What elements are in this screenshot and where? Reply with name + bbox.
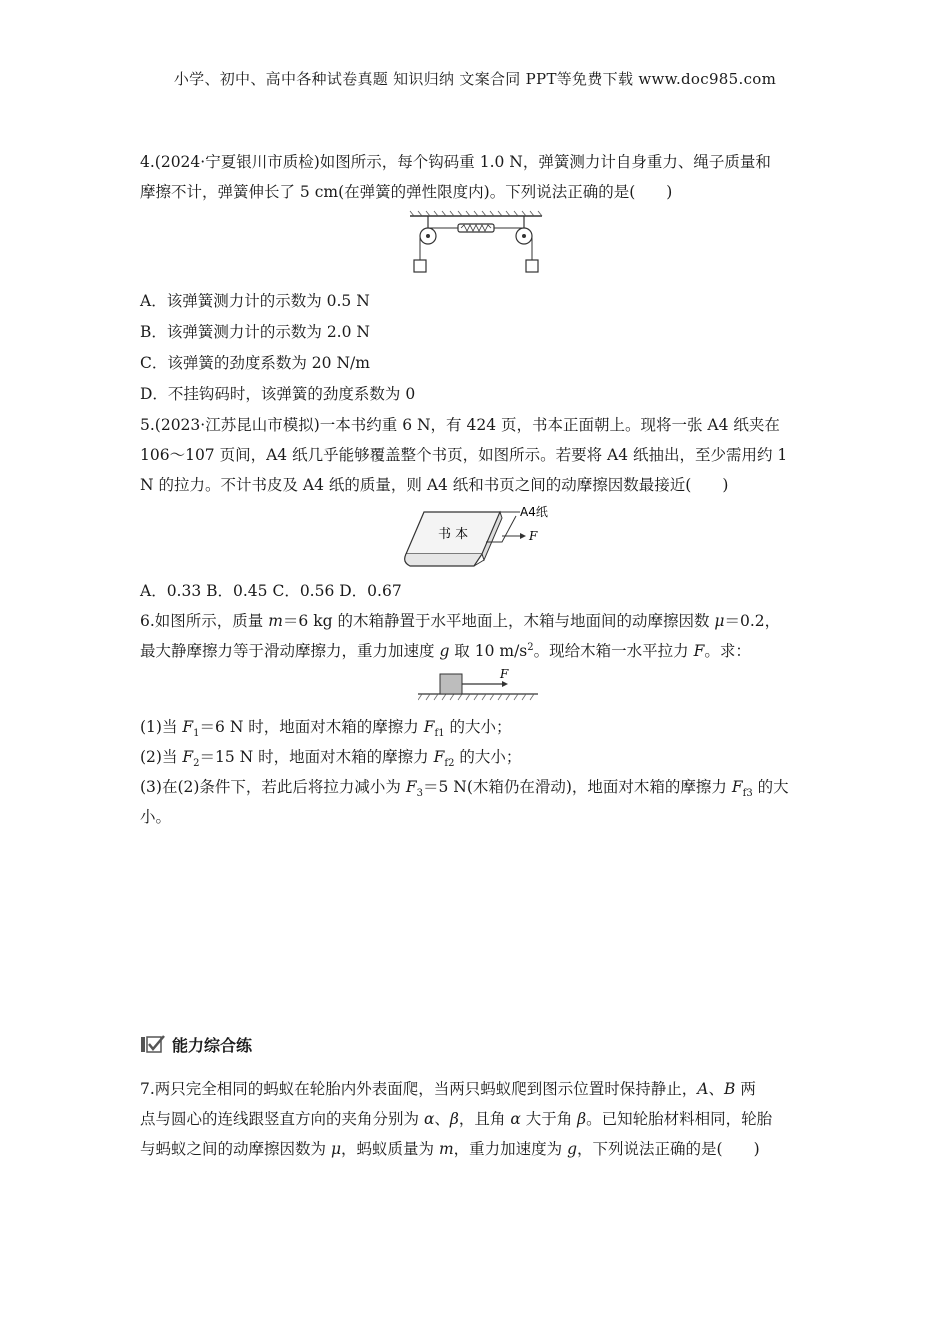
q5-options: A．0.33 B．0.45 C．0.56 D．0.67 xyxy=(140,582,402,600)
checklist-icon xyxy=(140,1034,166,1054)
q6-part-3-cont: 小。 xyxy=(140,808,172,826)
q6-line-1: 6.如图所示，质量 m＝6 kg 的木箱静置于水平地面上，木箱与地面间的动摩擦因数 μ＝0.2， xyxy=(140,612,781,630)
q4-option-d: D．不挂钩码时，该弹簧的劲度系数为 0 xyxy=(140,385,416,403)
q4-line-2: 摩擦不计，弹簧伸长了 5 cm(在弹簧的弹性限度内)。下列说法正确的是( ) xyxy=(140,183,673,201)
q5-source: 江苏昆山市模拟 xyxy=(205,416,314,434)
q6-part-1: (1)当 $F_1=6$ N 时，地面对木箱的摩擦力 $F_{f1}$ 的大小； xyxy=(140,718,512,740)
q4-line-1: 4.(2024·宁夏银川市质检)如图所示，每个钩码重 1.0 N，弹簧测力计自身重力、绳子质量和 xyxy=(140,153,771,171)
q6-part-2: (2)当 $F_2=15$ N 时，地面对木箱的摩擦力 $F_{f2}$ 的大小； xyxy=(140,748,522,770)
q4-spring-pulley-figure xyxy=(406,210,546,280)
q5-force-label: F xyxy=(529,529,538,543)
q5-line-3: N 的拉力。不计书皮及 A4 纸的质量，则 A4 纸和书页之间的动摩擦因数最接近( ) xyxy=(140,476,729,494)
section-title: 能力综合练 xyxy=(172,1035,253,1055)
q5-book-figure xyxy=(402,502,572,572)
q6-box-figure xyxy=(418,668,538,702)
q6-force-label: F xyxy=(500,668,509,681)
q5-line-2: 106～107 页间，A4 纸几乎能够覆盖整个书页，如图所示。若要将 A4 纸抽出，至少需用约 1 xyxy=(140,446,788,464)
q7-line-1: 7.两只完全相同的蚂蚁在轮胎内外表面爬，当两只蚂蚁爬到图示位置时保持静止，A、B 两 xyxy=(140,1080,756,1098)
page-header: 小学、初中、高中各种试卷真题 知识归纳 文案合同 PPT等免费下载 www.doc985.com xyxy=(173,70,777,88)
q6-line-2: 最大静摩擦力等于滑动摩擦力，重力加速度 g 取 10 $m/s^2$。现给木箱一水平拉力 F。求： xyxy=(140,641,751,660)
q5-book-label: 书 本 xyxy=(438,527,469,542)
q6-part-3: (3)在(2)条件下，若此后将拉力减小为 $F_3=5$ N(木箱仍在滑动)，地面对木箱的摩擦力 $F_{f3}$ 的大 xyxy=(140,778,789,800)
q4-option-c: C．该弹簧的劲度系数为 20 N/m xyxy=(140,354,370,372)
q4-option-b: B．该弹簧测力计的示数为 2.0 N xyxy=(140,323,370,341)
q7-line-2: 点与圆心的连线跟竖直方向的夹角分别为 α、β，且角 α 大于角 β。已知轮胎材料相同，轮胎 xyxy=(140,1110,773,1128)
q4-source: 宁夏银川市质检 xyxy=(205,153,314,171)
q5-paper-label: A4纸 xyxy=(520,505,548,519)
section-heading xyxy=(140,1031,280,1057)
q5-line-1: 5.(2023·江苏昆山市模拟)一本书约重 6 N，有 424 页，书本正面朝上。现将一张 A4 纸夹在 xyxy=(140,416,780,434)
q7-line-3: 与蚂蚁之间的动摩擦因数为 μ，蚂蚁质量为 m，重力加速度为 g，下列说法正确的是( ) xyxy=(140,1140,760,1158)
q4-option-a: A．该弹簧测力计的示数为 0.5 N xyxy=(140,292,370,310)
